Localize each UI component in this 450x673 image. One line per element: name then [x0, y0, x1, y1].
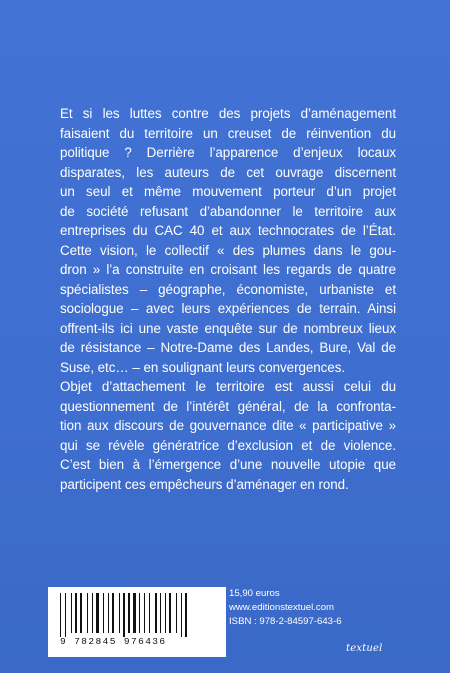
barcode-number: 9 782845 976436 [60, 636, 167, 647]
blurb-line: faisaient du territoire un creuset de réinvention du [60, 125, 396, 141]
blurb-line: offrent-ils ici une vaste enquête sur de nombreux lieux [60, 320, 396, 336]
blurb-line: participent ces empêcheurs d’aménager en rond. [60, 476, 349, 492]
blurb-line: dron » l’a construite en croisant les regards de quatre [60, 262, 396, 277]
blurb-line: qui se révèle génératrice d’exclusion et de violence. [60, 437, 396, 453]
book-meta [229, 587, 409, 629]
blurb-line: un seul et même mouvement porteur d’un projet [60, 184, 396, 199]
blurb-line: Suse, etc… – en soulignant leurs convergences. [60, 359, 346, 375]
price: 15,90 euros [229, 588, 280, 599]
blurb-line: questionnement de l’intérêt général, de la confronta- [60, 398, 396, 414]
publisher-website: www.editionstextuel.com [229, 602, 335, 613]
blurb-line: de société refusant d’abandonner le territoire aux [60, 203, 396, 219]
blurb-line: Et si les luttes contre des projets d’aménagement [60, 106, 396, 121]
isbn: ISBN : 978-2-84597-643-6 [229, 616, 342, 627]
blurb-line: Objet d’attachement le territoire est aussi celui du [60, 379, 396, 394]
blurb-line: disparates, les auteurs de cet ouvrage discernent [60, 164, 396, 180]
blurb-line: Cette vision, le collectif « des plumes dans le gou- [60, 242, 396, 258]
blurb-text [60, 104, 396, 494]
blurb-line: spécialistes – géographe, économiste, urbaniste et [60, 281, 396, 297]
barcode [48, 587, 226, 657]
blurb-line: sociologue – avec leurs expériences de terrain. Ainsi [60, 301, 396, 316]
blurb-line: tion aux discours de gouvernance dite « participative » [60, 418, 396, 433]
publisher-logo: textuel [346, 643, 383, 654]
blurb-line: C’est bien à l’émergence d’une nouvelle utopie que [60, 457, 396, 472]
blurb-line: de résistance – Notre-Dame des Landes, Bure, Val de [60, 340, 396, 355]
barcode-bars-icon [58, 593, 218, 637]
blurb-line: politique ? Derrière l’apparence d’enjeux locaux [60, 145, 396, 160]
blurb-line: entreprises du CAC 40 et aux technocrates de l’État. [60, 223, 396, 238]
